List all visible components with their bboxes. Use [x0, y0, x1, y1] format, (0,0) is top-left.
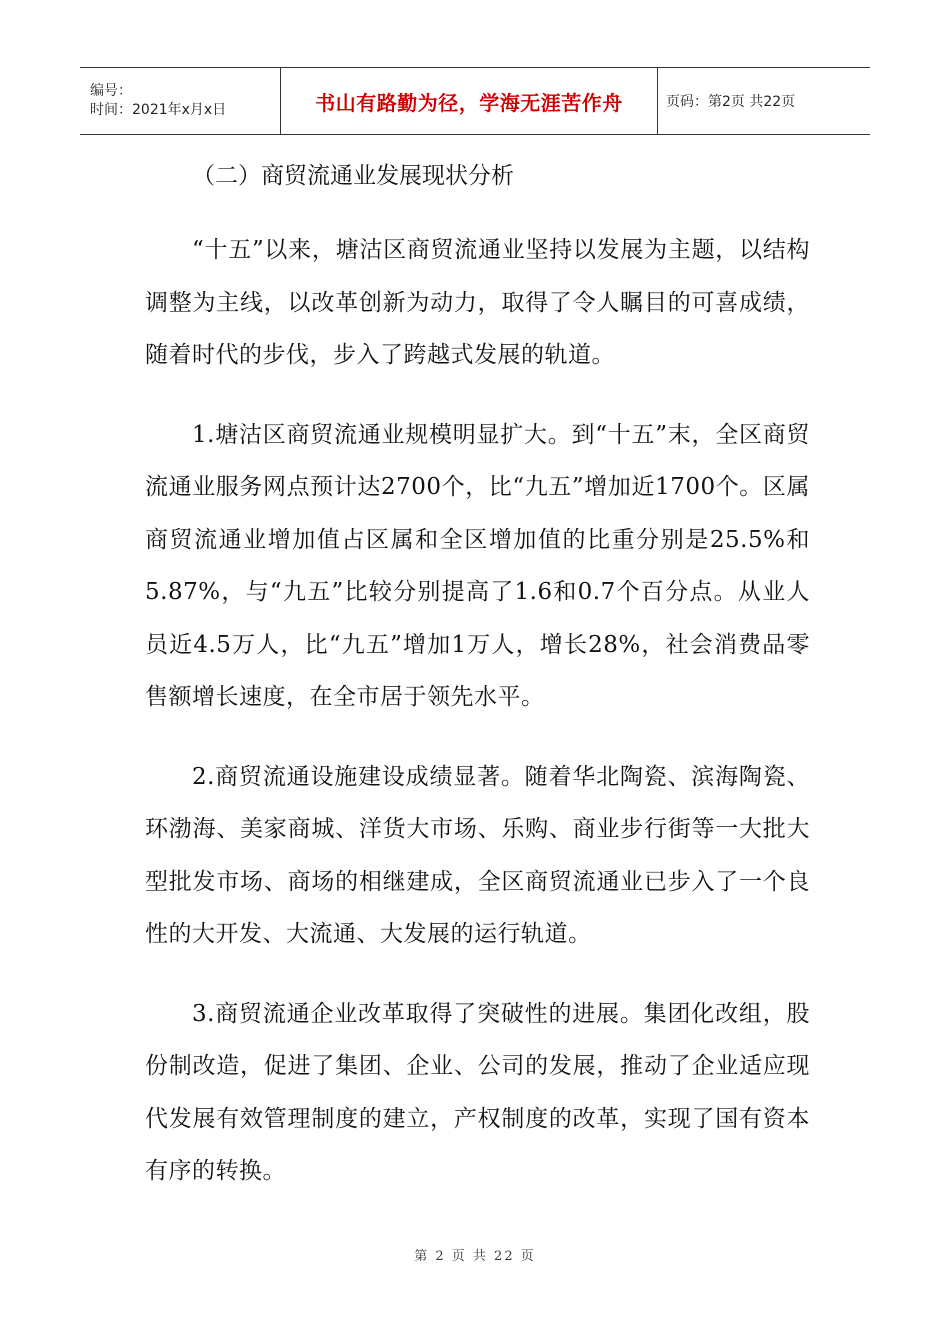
paragraph-intro: “十五”以来，塘沽区商贸流通业坚持以发展为主题，以结构调整为主线，以改革创新为动力，取得了令人瞩目的可喜成绩，随着时代的步伐，步入了跨越式发展的轨道。 [145, 237, 810, 368]
section-title: （二）商贸流通业发展现状分析 [192, 163, 514, 189]
paragraph-scale: 1.塘沽区商贸流通业规模明显扩大。到“十五”末，全区商贸流通业服务网点预计达2700个，比“九五”增加近1700个。区属商贸流通业增加值占区属和全区增加值的比重分别是25.5%和5.87%，与“九五”比较分别提高了1.6和0.7个百分点。从业人员近4.5万人，比“九五”增加1万人，增长28%，社会消费品零售额增长速度，在全市居于领先水平。 [145, 421, 810, 710]
header-motto: 书山有路勤为径，学海无涯苦作舟 [315, 90, 623, 115]
document-number-label: 编号： [90, 83, 132, 99]
page-header [80, 67, 870, 135]
header-meta [80, 68, 281, 134]
header-page-code: 页码：第2页 共22页 [666, 94, 796, 110]
document-body [145, 150, 810, 1198]
page-footer: 第 2 页 共 22 页 [414, 1249, 536, 1264]
header-motto-cell [281, 68, 658, 134]
header-page-code-cell [658, 68, 870, 134]
paragraph-reform: 3.商贸流通企业改革取得了突破性的进展。集团化改组，股份制改造，促进了集团、企业、公司的发展，推动了企业适应现代发展有效管理制度的建立，产权制度的改革，实现了国有资本有序的转换。 [145, 1000, 810, 1184]
document-time-label: 时间：2021年x月x日 [90, 102, 227, 118]
paragraph-facilities: 2.商贸流通设施建设成绩显著。随着华北陶瓷、滨海陶瓷、环渤海、美家商城、洋货大市场、乐购、商业步行街等一大批大型批发市场、商场的相继建成，全区商贸流通业已步入了一个良性的大开发、大流通、大发展的运行轨道。 [145, 763, 810, 947]
